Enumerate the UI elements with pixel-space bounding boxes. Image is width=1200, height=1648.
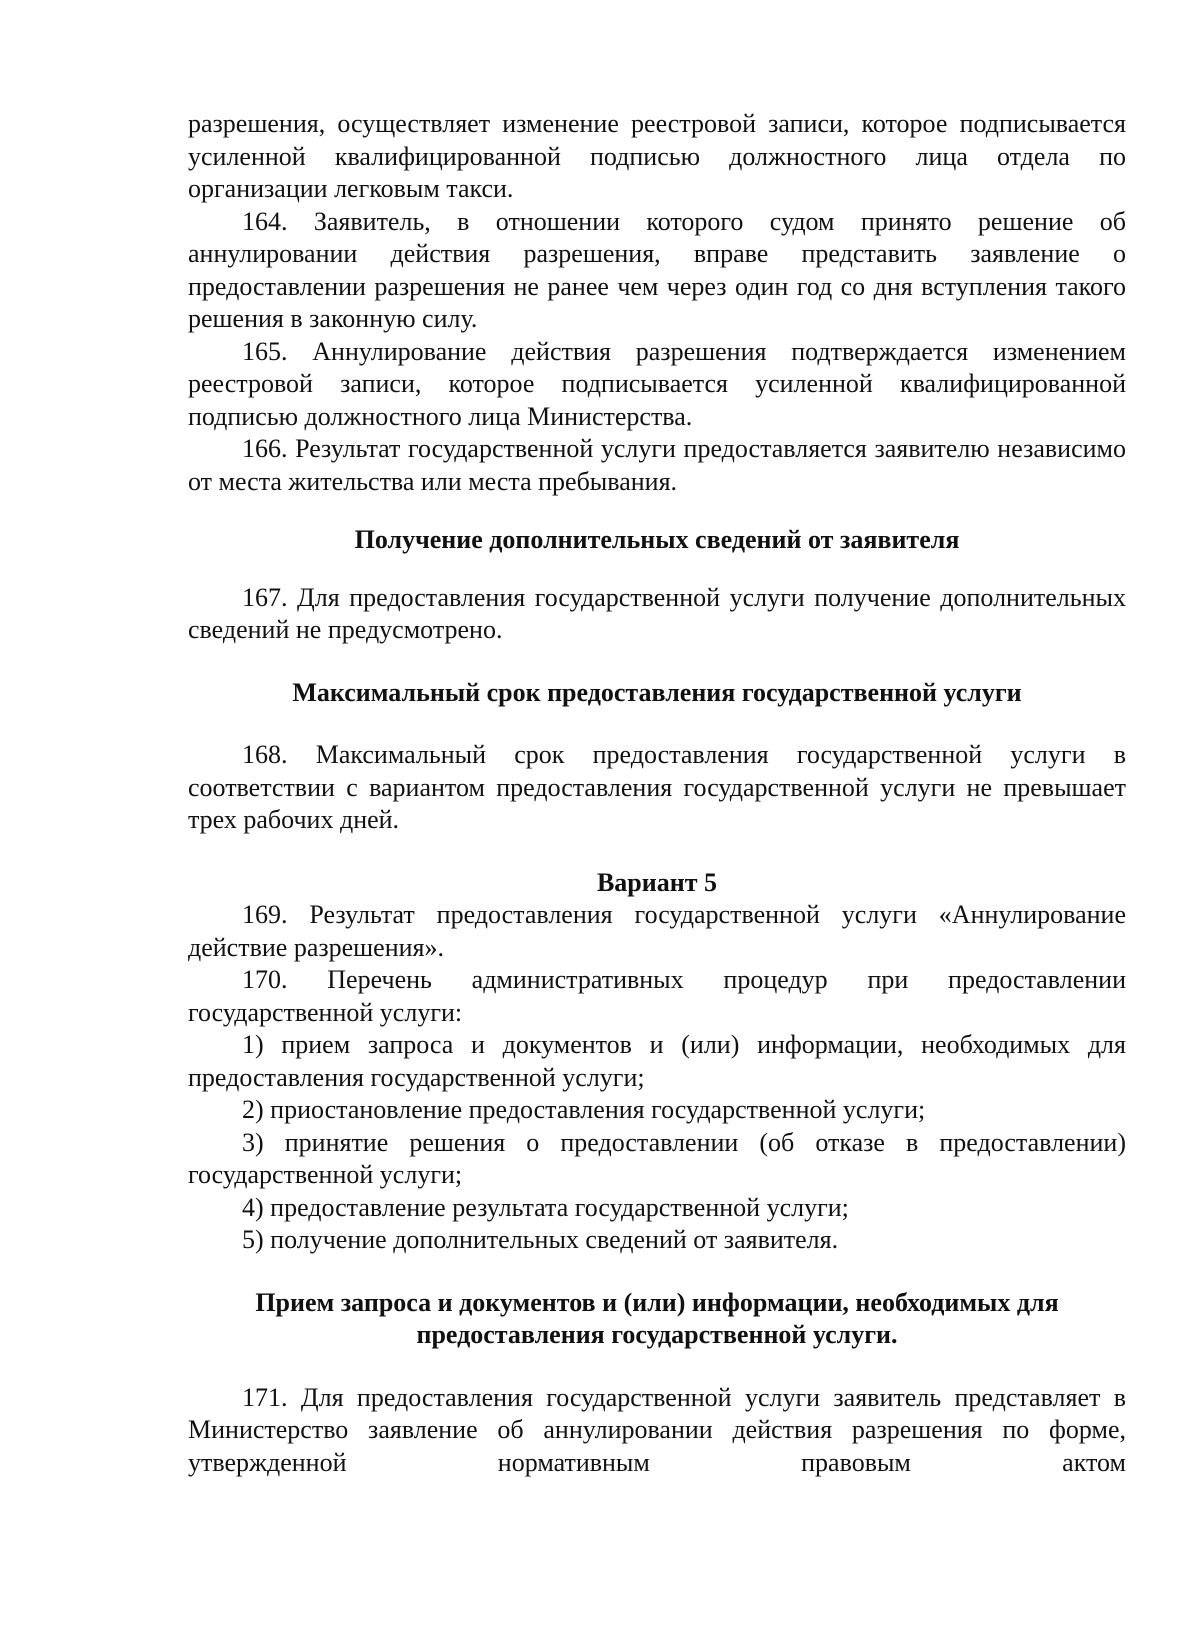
paragraph-170: 170. Перечень административных процедур при предоставлении государственной услуги: — [188, 965, 1126, 1027]
paragraph-165: 165. Аннулирование действия разрешения подтверждается изменением реестровой записи, которое подписывается усиленной квалифицированной подписью должностного лица Министерства. — [188, 336, 1126, 431]
paragraph-166: 166. Результат государственной услуги предоставляется заявителю независимо от места жительства или места пребывания. — [188, 434, 1126, 496]
document-page — [188, 108, 1126, 1479]
list-item-1: 1) прием запроса и документов и (или) информации, необходимых для предоставления государственной услуги; — [188, 1030, 1126, 1092]
paragraph-168: 168. Максимальный срок предоставления государственной услуги в соответствии с вариантом предоставления государственной услуги не превышает трех рабочих дней. — [188, 740, 1126, 834]
heading-additional-info: Получение дополнительных сведений от заявителя — [354, 525, 960, 554]
paragraph-167: 167. Для предоставления государственной услуги получение дополнительных сведений не предусмотрено. — [188, 582, 1126, 644]
list-item-4: 4) предоставление результата государственной услуги; — [242, 1192, 849, 1222]
paragraph-intro: разрешения, осуществляет изменение реестровой записи, которое подписывается усиленной квалифицированной подписью должностного лица отдела по организации легковым такси. — [188, 109, 1126, 203]
list-item-3: 3) принятие решения о предоставлении (об отказе в предоставлении) государственной услуги; — [188, 1127, 1126, 1189]
paragraph-169: 169. Результат предоставления государственной услуги «Аннулирование действие разрешения». — [188, 900, 1126, 962]
paragraph-171: 171. Для предоставления государственной услуги заявитель представляет в Министерство заявление об аннулировании действия разрешения по форме, утвержденной нормативным правовым актом — [188, 1382, 1126, 1477]
heading-max-term: Максимальный срок предоставления государственной услуги — [292, 677, 1022, 707]
paragraph-164: 164. Заявитель, в отношении которого судом принято решение об аннулировании действия разрешения, вправе представить заявление о предоставлении разрешения не ранее чем через один год со дня вступления такого решения в законную силу. — [188, 206, 1126, 333]
list-item-2: 2) приостановление предоставления государственной услуги; — [242, 1095, 926, 1124]
heading-reception-line-1: Прием запроса и документов и (или) информации, необходимых для — [255, 1287, 1059, 1317]
heading-variant-5: Вариант 5 — [596, 867, 718, 897]
heading-reception — [188, 1287, 1126, 1352]
list-item-5: 5) получение дополнительных сведений от заявителя. — [242, 1225, 839, 1254]
heading-reception-line-2: предоставления государственной услуги. — [416, 1320, 898, 1349]
